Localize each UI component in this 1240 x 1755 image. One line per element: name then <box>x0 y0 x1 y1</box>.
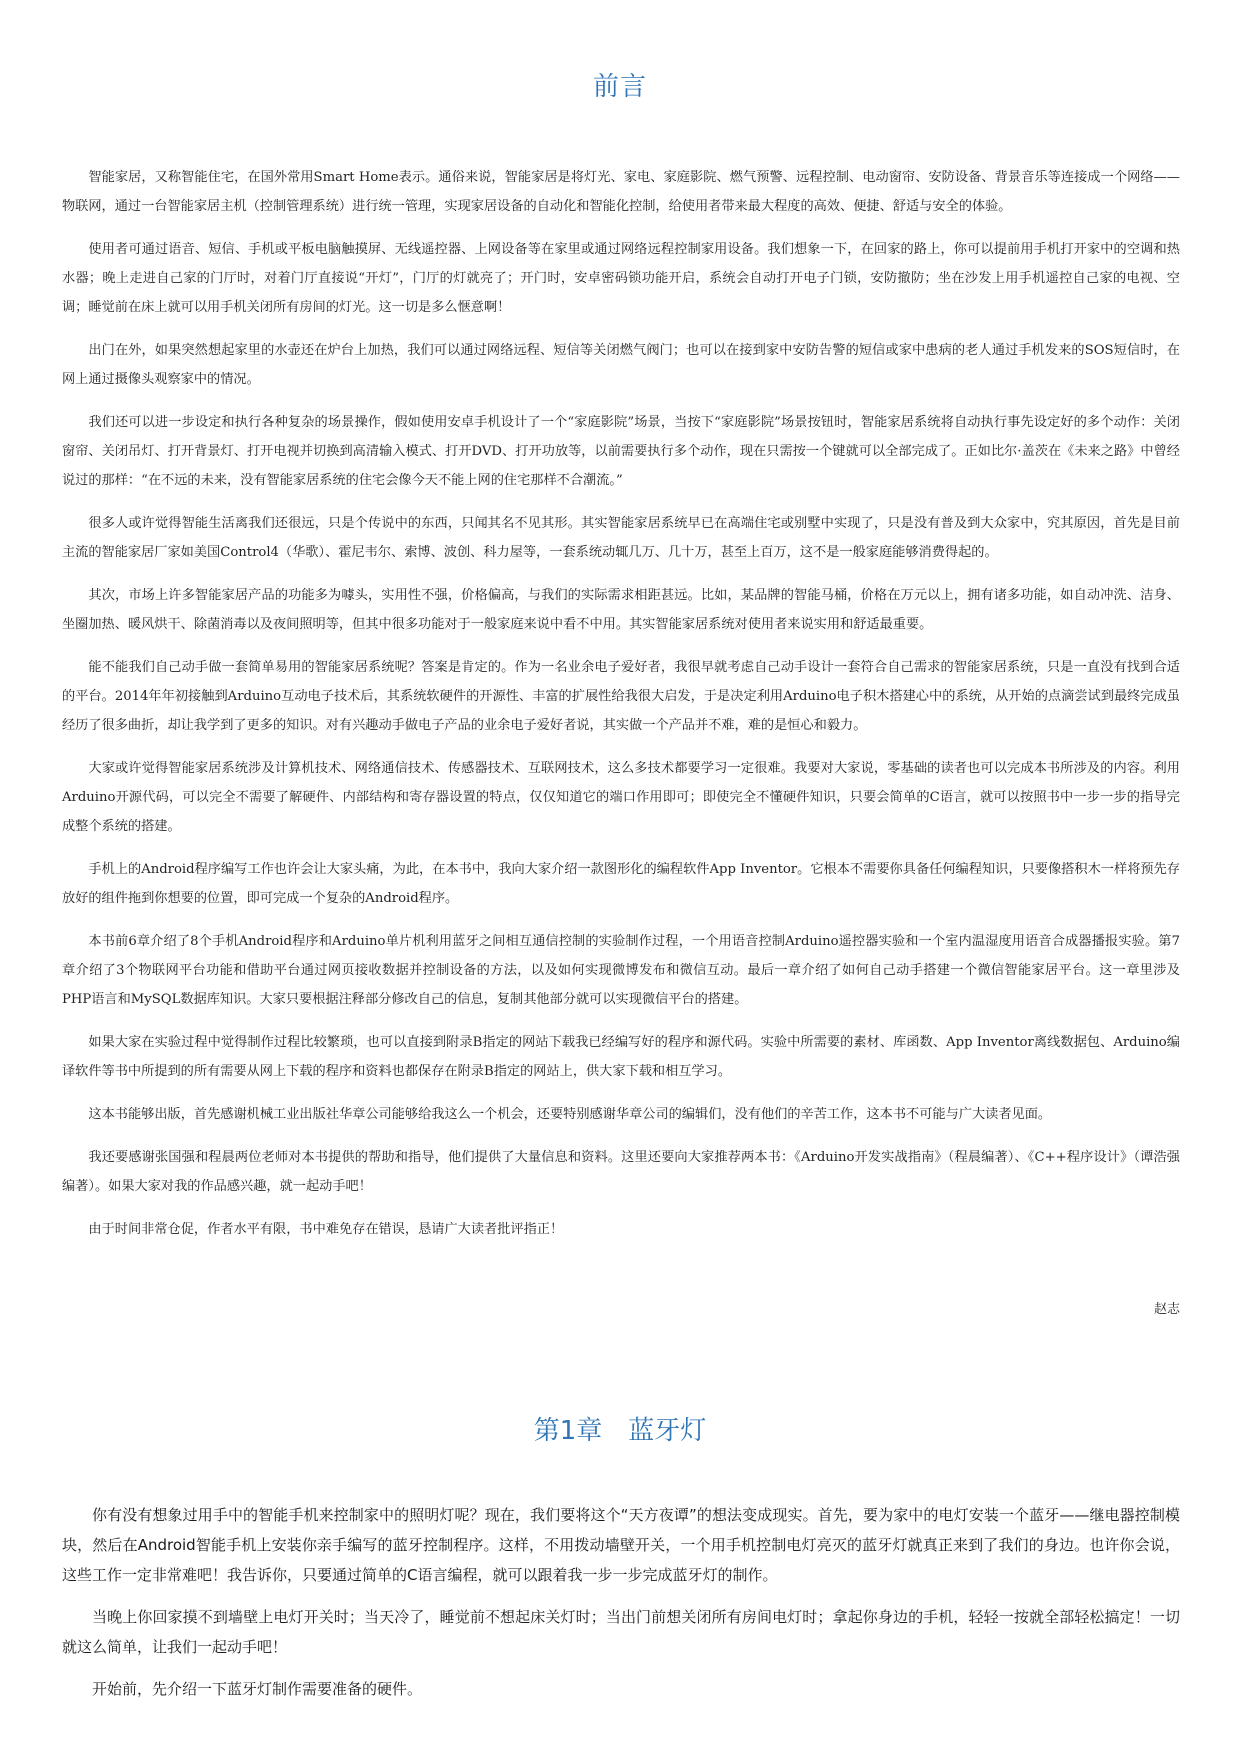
preface-paragraph: 其次，市场上许多智能家居产品的功能多为噱头，实用性不强，价格偏高，与我们的实际需求相距甚远。比如，某品牌的智能马桶，价格在万元以上，拥有诸多功能，如自动冲洗、洁身、坐圈加热、暖风烘干、除菌消毒以及夜间照明等，但其中很多功能对于一般家庭来说中看不中用。其实智能家居系统对使用者来说实用和舒适最重要。 <box>62 588 1180 632</box>
preface-paragraph: 如果大家在实验过程中觉得制作过程比较繁琐，也可以直接到附录B指定的网站下载我已经编写好的程序和源代码。实验中所需要的素材、库函数、App Inventor离线数据包、Arduino编译软件等书中所提到的所有需要从网上下载的程序和资料也都保存在附录B指定的网站上，供大家下载和相互学习。 <box>62 1035 1180 1079</box>
preface-paragraph: 智能家居，又称智能住宅，在国外常用Smart Home表示。通俗来说，智能家居是将灯光、家电、家庭影院、燃气预警、远程控制、电动窗帘、安防设备、背景音乐等连接成一个网络——物联网，通过一台智能家居主机（控制管理系统）进行统一管理，实现家居设备的自动化和智能化控制，给使用者带来最大程度的高效、便捷、舒适与安全的体验。 <box>62 170 1180 214</box>
preface-paragraph: 我还要感谢张国强和程晨两位老师对本书提供的帮助和指导，他们提供了大量信息和资料。这里还要向大家推荐两本书：《Arduino开发实战指南》（程晨编著）、《C++程序设计》（谭浩强编著）。如果大家对我的作品感兴趣，就一起动手吧！ <box>62 1150 1180 1194</box>
chapter-paragraph: 开始前，先介绍一下蓝牙灯制作需要准备的硬件。 <box>92 1680 423 1698</box>
preface-paragraph: 这本书能够出版，首先感谢机械工业出版社华章公司能够给我这么一个机会，还要特别感谢华章公司的编辑们，没有他们的辛苦工作，这本书不可能与广大读者见面。 <box>88 1107 1052 1122</box>
preface-paragraph: 很多人或许觉得智能生活离我们还很远，只是个传说中的东西，只闻其名不见其形。其实智能家居系统早已在高端住宅或别墅中实现了，只是没有普及到大众家中，究其原因，首先是目前主流的智能家居厂家如美国Control4（华歌）、霍尼韦尔、索博、波创、科力屋等，一套系统动辄几万、几十万，甚至上百万，这不是一般家庭能够消费得起的。 <box>62 516 1180 560</box>
preface-title: 前言 <box>592 72 647 102</box>
chapter-body <box>62 1500 1180 1716</box>
chapter-paragraph: 当晚上你回家摸不到墙壁上电灯开关时；当天冷了，睡觉前不想起床关灯时；当出门前想关闭所有房间电灯时；拿起你身边的手机，轻轻一按就全部轻松搞定！一切就这么简单，让我们一起动手吧！ <box>62 1608 1180 1656</box>
preface-paragraph: 能不能我们自己动手做一套简单易用的智能家居系统呢？答案是肯定的。作为一名业余电子爱好者，我很早就考虑自己动手设计一套符合自己需求的智能家居系统，只是一直没有找到合适的平台。2014年年初接触到Arduino互动电子技术后，其系统软硬件的开源性、丰富的扩展性给我很大启发，于是决定利用Arduino电子积木搭建心中的系统，从开始的点滴尝试到最终完成虽经历了很多曲折，却让我学到了更多的知识。对有兴趣动手做电子产品的业余电子爱好者说，其实做一个产品并不难，难的是恒心和毅力。 <box>62 660 1180 733</box>
preface-paragraph: 使用者可通过语音、短信、手机或平板电脑触摸屏、无线遥控器、上网设备等在家里或通过网络远程控制家用设备。我们想象一下，在回家的路上，你可以提前用手机打开家中的空调和热水器；晚上走进自己家的门厅时，对着门厅直接说“开灯”，门厅的灯就亮了；开门时，安卓密码锁功能开启，系统会自动打开电子门锁，安防撤防；坐在沙发上用手机遥控自己家的电视、空调；睡觉前在床上就可以用手机关闭所有房间的灯光。这一切是多么惬意啊！ <box>62 242 1180 315</box>
preface-paragraph: 大家或许觉得智能家居系统涉及计算机技术、网络通信技术、传感器技术、互联网技术，这么多技术都要学习一定很难。我要对大家说，零基础的读者也可以完成本书所涉及的内容。利用Arduino开源代码，可以完全不需要了解硬件、内部结构和寄存器设置的特点，仅仅知道它的端口作用即可；即使完全不懂硬件知识，只要会简单的C语言，就可以按照书中一步一步的指导完成整个系统的搭建。 <box>62 761 1180 834</box>
preface-paragraph: 手机上的Android程序编写工作也许会让大家头痛，为此，在本书中，我向大家介绍一款图形化的编程软件App Inventor。它根本不需要你具备任何编程知识，只要像搭积木一样将预先存放好的组件拖到你想要的位置，即可完成一个复杂的Android程序。 <box>62 862 1180 906</box>
preface-paragraph: 由于时间非常仓促，作者水平有限，书中难免存在错误，恳请广大读者批评指正！ <box>88 1222 564 1237</box>
preface-paragraph: 出门在外，如果突然想起家里的水壶还在炉台上加热，我们可以通过网络远程、短信等关闭燃气阀门；也可以在接到家中安防告警的短信或家中患病的老人通过手机发来的SOS短信时，在网上通过摄像头观察家中的情况。 <box>62 343 1180 387</box>
preface-body <box>62 163 1180 1258</box>
author-signature: 赵志 <box>1153 1302 1180 1317</box>
preface-paragraph: 我们还可以进一步设定和执行各种复杂的场景操作，假如使用安卓手机设计了一个“家庭影院”场景，当按下“家庭影院”场景按钮时，智能家居系统将自动执行事先设定好的多个动作：关闭窗帘、关闭吊灯、打开背景灯、打开电视并切换到高清输入模式、打开DVD、打开功放等，以前需要执行多个动作，现在只需按一个键就可以全部完成了。正如比尔·盖茨在《未来之路》中曾经说过的那样：“在不远的未来，没有智能家居系统的住宅会像今天不能上网的住宅那样不合潮流。” <box>62 415 1180 488</box>
chapter-paragraph: 你有没有想象过用手中的智能手机来控制家中的照明灯呢？现在，我们要将这个“天方夜谭”的想法变成现实。首先，要为家中的电灯安装一个蓝牙——继电器控制模块，然后在Android智能手机上安装你亲手编写的蓝牙控制程序。这样，不用拨动墙壁开关，一个用手机控制电灯亮灭的蓝牙灯就真正来到了我们的身边。也许你会说，这些工作一定非常难吧！我告诉你，只要通过简单的C语言编程，就可以跟着我一步一步完成蓝牙灯的制作。 <box>62 1506 1180 1584</box>
chapter-title: 第1章 蓝牙灯 <box>533 1416 707 1446</box>
preface-paragraph: 本书前6章介绍了8个手机Android程序和Arduino单片机利用蓝牙之间相互通信控制的实验制作过程，一个用语音控制Arduino遥控器实验和一个室内温湿度用语音合成器播报实验。第7章介绍了3个物联网平台功能和借助平台通过网页接收数据并控制设备的方法，以及如何实现微博发布和微信互动。最后一章介绍了如何自己动手搭建一个微信智能家居平台。这一章里涉及PHP语言和MySQL数据库知识。大家只要根据注释部分修改自己的信息，复制其他部分就可以实现微信平台的搭建。 <box>62 934 1180 1007</box>
